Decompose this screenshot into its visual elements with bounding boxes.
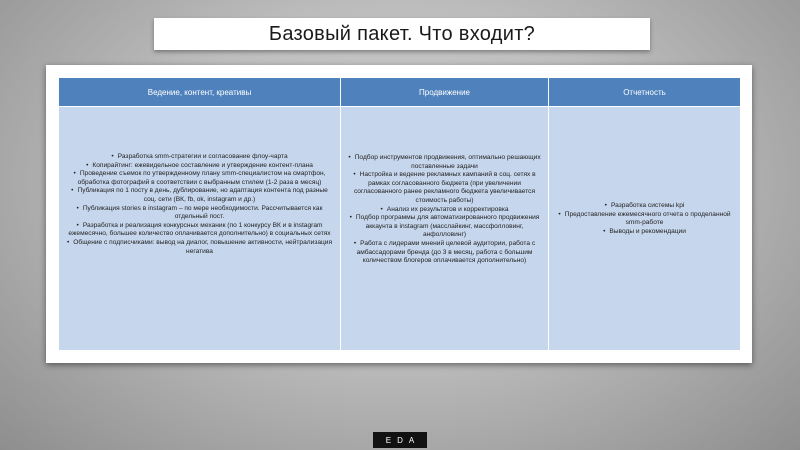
cell-promotion	[341, 107, 549, 351]
list-item: • Выводы и рекомендации	[555, 228, 734, 237]
package-table	[58, 77, 741, 351]
title-box	[154, 18, 650, 50]
promotion-list	[347, 154, 542, 266]
list-item: • Общение с подписчиками: вывод на диалог, повышение активности, нейтрализация негатива	[65, 239, 334, 256]
header-content: Ведение, контент, креативы	[59, 78, 341, 107]
list-item: • Копирайтинг: ежевидельное составление и утверждение контент-плана	[65, 162, 334, 171]
list-item: • Предоставление ежемесячного отчета о проделанной smm-работе	[555, 211, 734, 228]
list-item: • Подбор программы для автоматизированного продвижения аккаунта в instagram (масслайкинг, массфолловинг, анфолловинг)	[347, 214, 542, 240]
list-item: • Работа с лидерами мнений целевой аудитории, работа с амбассадорами бренда (до 3 в месяц, работа с большим количеством блогеров оплачивается дополнительно)	[347, 240, 542, 266]
cell-reporting	[549, 107, 741, 351]
table-row	[59, 107, 741, 351]
reporting-list	[555, 202, 734, 236]
content-panel	[46, 65, 752, 363]
table-header-row	[59, 78, 741, 107]
header-promotion: Продвижение	[341, 78, 549, 107]
cell-content	[59, 107, 341, 351]
list-item: • Подбор инструментов продвижения, оптимально решающих поставленные задачи	[347, 154, 542, 171]
content-list	[65, 153, 334, 256]
list-item: • Анализ их результатов и корректировка	[347, 206, 542, 215]
list-item: • Публикация по 1 посту в день, дублирование, но адаптация контента под разные соц. сети (ВК, fb, ok, instagram и др.)	[65, 187, 334, 204]
list-item: • Разработка smm-стратегии и согласование флоу-чарта	[65, 153, 334, 162]
list-item: • Настройка и ведение рекламных кампаний в соц. сетях в рамках согласованного бюджета (при увеличении согласованного ранее рекламного бюджета увеличивается стоимость работы)	[347, 171, 542, 205]
header-reporting: Отчетность	[549, 78, 741, 107]
list-item: • Разработка и реализация конкурсных механик (по 1 конкурсу ВК и в instagram ежемесячно, большее количество оплачивается дополнительно) в социальных сетях	[65, 222, 334, 239]
page-title: Базовый пакет. Что входит?	[268, 22, 536, 45]
list-item: • Разработка системы kpi	[555, 202, 734, 211]
list-item: • Проведение съемок по утвержденному плану smm-специалистом на смартфон, обработка фотографий в соответствии с выбранным стилем (1-2 раза в месяц)	[65, 170, 334, 187]
list-item: • Публикация stories в instagram – по мере необходимости. Рассчитывается как отдельный пост.	[65, 205, 334, 222]
eda-logo: EDA	[373, 432, 427, 448]
